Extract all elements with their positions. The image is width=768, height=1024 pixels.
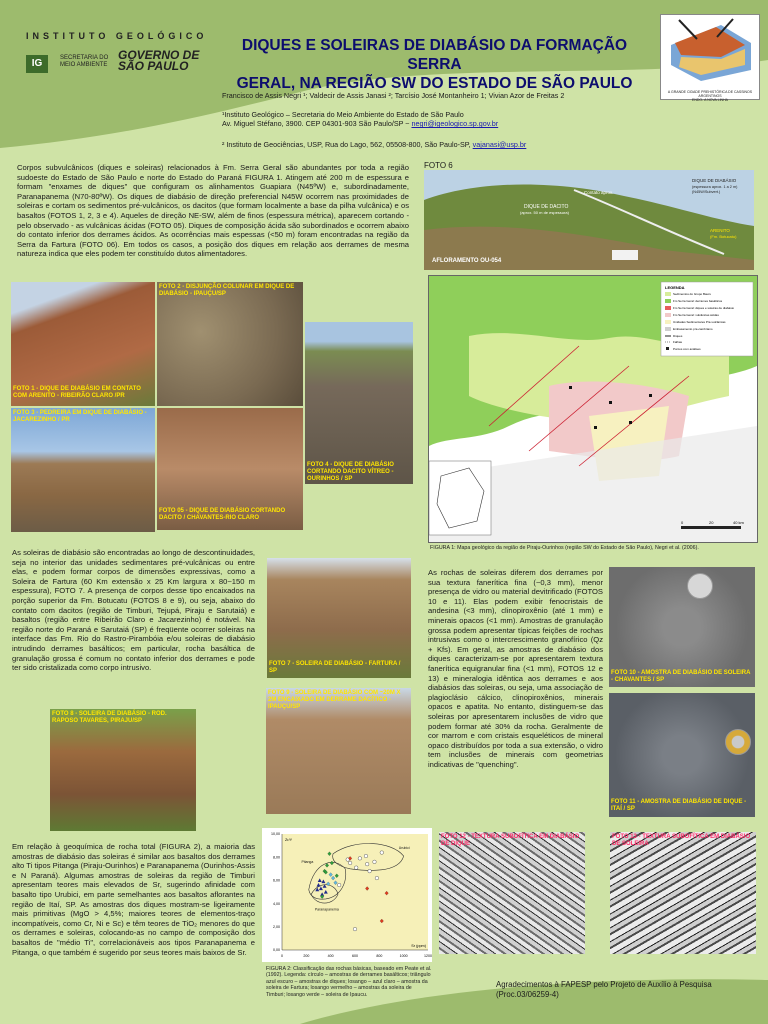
x-tick-label: 400 [327, 954, 334, 958]
svg-text:DIQUE DE DACITO: DIQUE DE DACITO [524, 204, 569, 210]
ig-logo: IG [26, 55, 48, 73]
svg-text:0: 0 [681, 520, 684, 525]
data-point-circle [354, 866, 358, 870]
svg-text:(N45W/Subvert.): (N45W/Subvert.) [692, 190, 721, 194]
authors: Francisco de Assis Negri ¹; Valdecir de Assis Janasi ²; Tarcísio José Montanheiro 1; Vivian Azor de Freitas 2 [222, 91, 565, 100]
svg-text:DIQUE DE DIABÁSIO: DIQUE DE DIABÁSIO [692, 178, 737, 183]
svg-text:Fm Serra Geral: diques e solei: Fm Serra Geral: diques e soleiras de diabásio [673, 306, 735, 310]
foto11-caption: FOTO 11 - AMOSTRA DE DIABÁSIO DE DIQUE - ITAÍ / SP [611, 799, 747, 812]
geoquimica-text: Em relação à geoquímica de rocha total (FIGURA 2), a maioria das amostras de diabásio das soleiras é similar aos basaltos dos derrames alto Ti tipos Pitanga (Piraju-Ourinhos) e Paranapanema (Ourinhos-Assis e N Paraná). Algumas amostras de soleiras da região de Timburi apresentam teores mais elevados de Sr, sugerindo afinidade com basalto tipo Urubici, em parte semelhantes aos basaltos aflorantes na região de Itaí, SP. As amostras dos diques mostram-se ligeiramente mais primitivas (MgO > 4,5%; maiores teores de elementos-traço incompatíveis, como Cr, Ni e Sc) e têm teores de TiO₂ menores do que os derrames e soleiras, colocando-as no campo de composição dos basaltos de "médio Ti", correlacionáveis aos tipos Paranapanema e Pitanga, o que também é sugerido por seus teores mais baixos de Sr. [12, 842, 255, 957]
foto13-caption: FOTO 13 - TEXTURA SUBOFÍTICA EM DIABÁSIO DE SOLEIRA [612, 834, 751, 847]
data-point-circle [348, 861, 352, 865]
foto6-title: FOTO 6 [424, 161, 453, 170]
svg-text:AFLORAMENTO OU-054: AFLORAMENTO OU-054 [432, 258, 502, 264]
svg-text:40 km: 40 km [733, 520, 744, 525]
y-axis-label: Zr/Y [285, 838, 293, 842]
svg-text:(aprox. 50 m de espessura): (aprox. 50 m de espessura) [520, 210, 569, 215]
coin-scale-2 [725, 729, 751, 755]
foto8-photo [50, 709, 196, 831]
y-tick-label: 2,00 [273, 925, 280, 929]
foto10-caption: FOTO 10 - AMOSTRA DE DIABÁSIO DE SOLEIRA - CHAVANTES / SP [611, 670, 751, 683]
foto12-photo [439, 832, 585, 954]
svg-text:20: 20 [709, 520, 714, 525]
data-point-circle [364, 854, 368, 858]
x-tick-label: 600 [352, 954, 358, 958]
foto4-caption: FOTO 4 - DIQUE DE DIABÁSIO CORTANDO DACITO VÍTREO - OURINHOS / SP [307, 462, 394, 482]
figure1-caption: FIGURA 1: Mapa geológico da região de Piraju-Ourinhos (região SW do Estado de São Paulo), Negri et al. (2006). [430, 545, 699, 551]
coin-scale [687, 573, 713, 599]
data-point-circle [353, 927, 357, 931]
foto11-photo [609, 693, 755, 817]
x-tick-label: 1000 [399, 954, 408, 958]
x-tick-label: 200 [303, 954, 310, 958]
governo-logo: GOVERNO DE SÃO PAULO [118, 48, 200, 73]
y-tick-label: 8,00 [273, 855, 280, 860]
email-link-1[interactable]: negri@igeologico.sp.gov.br [411, 119, 499, 128]
intro-text: Corpos subvulcânicos (diques e soleiras) relacionados à Fm. Serra Geral são abundantes por toda a região sudoeste do Estado de São Paulo e norte do Estado do Paraná FIGURA 1. Atingem até 200 m de espessura e formam "enxames de diques" que configuram os alinhamentos Guapiara (N45ºW) e, subordinadamente, Paranapanema (N70-80ºW). Os diques de diabásio de direção preferencial N45W ocorrem nas proximidades de soleiras e cortam os sedimentos pré-vulcânicos, os dacitos (que formam localmente a base da pilha vulcânica) e os basaltos (FOTOS 1, 2, 3 e 4). Aqueles de direção NE-SW, além de finos (espessura métrica), aparecem cortando - pelo observado - as vulcânicas ácidas (FOTO 05). Diques de composição ácida são subordinados e ocorrem abaixo do contato inferior dos derrames ácidos. As ocorrências mais espessas (<50 m) foram encontradas na região da Serra da Fartura (FOTO 06). Em todos os casos, a posição dos diques em relação aos derrames de mesma natureza indica que eles podem ter constituído dutos alimentadores. [17, 163, 409, 259]
svg-text:Diques: Diques [673, 334, 683, 338]
foto9-photo [266, 688, 411, 814]
x-tick-label: 0 [281, 954, 283, 958]
plot-area [282, 834, 428, 950]
scatter-plot [262, 828, 432, 962]
affiliation-2: ² Instituto de Geociências, USP, Rua do Lago, 562, 05508-800, São Paulo-SP, vajanasi@usp.br [222, 140, 527, 149]
email-link-2[interactable]: vajanasi@usp.br [472, 140, 527, 149]
svg-text:Sedimentos do Grupo Bauru: Sedimentos do Grupo Bauru [673, 292, 712, 296]
svg-text:Pontos com análises: Pontos com análises [673, 347, 701, 351]
svg-text:Contato aprox.: Contato aprox. [584, 190, 614, 195]
x-axis-label: Sr (ppm) [411, 944, 426, 948]
foto3-caption: FOTO 3 - PEDREIRA EM DIQUE DE DIABÁSIO - JACAREZINHO / PR [13, 410, 147, 423]
data-point-circle [380, 851, 384, 855]
svg-text:ARENITO: ARENITO [710, 228, 730, 233]
poster-title: DIQUES E SOLEIRAS DE DIABÁSIO DA FORMAÇÃO SERRA GERAL, NA REGIÃO SW DO ESTADO DE SÃO PAULO [236, 37, 633, 92]
foto12-caption: FOTO 12 - TEXTURA SUBOFÍTICA EM DIABÁSIO DE DIQUE [441, 834, 580, 847]
svg-text:Fm Serra Geral: derrames basál: Fm Serra Geral: derrames basálticos [673, 299, 723, 303]
y-tick-label: 6,00 [273, 878, 280, 883]
svg-text:Fm Serra Geral: vulcânicas áci: Fm Serra Geral: vulcânicas ácidas [673, 313, 719, 317]
figure2-chart [262, 828, 432, 962]
svg-text:LEGENDA: LEGENDA [665, 285, 685, 290]
foto5-photo [157, 408, 303, 530]
figure1-map [428, 275, 758, 543]
field-label-0: Urubici [398, 846, 410, 851]
data-point-circle [375, 876, 379, 880]
foto6-photo [424, 170, 754, 270]
foto9-caption: FOTO 9 - SOLEIRA DE DIABÁSIO COM ~20M X 2M ENCAIXADO EM DERRAME DACÍTICO - IPAUÇU/SP [268, 690, 401, 710]
y-tick-label: 10,00 [271, 832, 280, 837]
svg-text:Embasamento pré-cambriano: Embasamento pré-cambriano [673, 327, 713, 331]
svg-text:Falhas: Falhas [673, 340, 683, 344]
foto4-photo [305, 322, 413, 484]
y-tick-label: 0,00 [273, 948, 280, 953]
foto3-photo [11, 408, 155, 532]
x-tick-label: 1200 [424, 954, 432, 958]
foto2-caption: FOTO 2 - DISJUNÇÃO COLUNAR EM DIQUE DE DIABÁSIO - IPAUÇU/SP [159, 284, 295, 297]
foto7-caption: FOTO 7 - SOLEIRA DE DIABÁSIO - FARTURA / SP [269, 661, 401, 674]
acknowledgement: Agradecimentos à FAPESP pelo Projeto de Auxílio à Pesquisa (Proc.03/06259-4) [496, 980, 712, 999]
foto13-photo [610, 832, 756, 954]
data-point-circle [368, 869, 372, 873]
foto5-caption: FOTO 05 - DIQUE DE DIABÁSIO CORTANDO DACITO / CHAVANTES-RIO CLARO [159, 508, 286, 521]
x-tick-label: 800 [376, 954, 383, 958]
institute-name: INSTITUTO GEOLÓGICO [26, 31, 208, 41]
rochas-text: As rochas de soleiras diferem dos derrames por sua textura fanerítica fina (~0,3 mm), menor presença de vidro ou material devitrificado (FOTOS 10 e 11). Elas podem exibir fenocristais de andesina (<3 mm), clinopiroxênio (até 1 mm) e minerais opacos (<1 mm). Amostras de granulação grossa podem apresentar típicas feições de rochas intrusivas como o intercrescimento granofírico (Qz + Kfs). Em geral, as amostras de diabásio dos diques caracterizam-se por apresentarem textura fanerítica equigranular fina (<1 mm), FOTOS 12 e 13) e mineralogia idêntica aos derrames e aos diabásios das soleiras, ou seja, uma associação de plagioclásio cálcico, clinopiroxênios, minerais opacos e apatita. No entanto, distinguem-se das soleiras por apresentarem inclusões de vidro que podem formar até 30% da rocha. Geralmente de cor marrom e com cristais esqueléticos de mineral opaco distribuídos por toda a sua extensão, o vidro tem inclusões de minerais com geometrias indicativas de "quenching". [428, 568, 603, 769]
figure2-caption: FIGURA 2: Classificação das rochas básicas, baseado em Peate et al. (1992). Legenda: círculo – amostras de derrames basálticos; triângulo azul escuro – amostras de diques; losango – azul claro – amostra da soleira de Fartura; losango vermelho – amostras da soleira de Timburi; losango verde – soleira de Ipaucu. [266, 966, 432, 998]
foto1-caption: FOTO 1 - DIQUE DE DIABÁSIO EM CONTATO COM ARENITO - RIBEIRÃO CLARO /PR [13, 386, 141, 399]
svg-text:(Fm. Botucatu): (Fm. Botucatu) [710, 234, 737, 239]
y-tick-label: 4,00 [273, 901, 280, 906]
foto10-photo [609, 567, 755, 687]
affiliation-1: ¹Instituto Geológico – Secretaria do Meio Ambiente do Estado de São Paulo Av. Miguel Stéfano, 3900. CEP 04301-903 São Paulo/SP ~ negri@igeologico.sp.gov.br [222, 110, 499, 128]
data-point-circle [358, 857, 362, 861]
data-point-circle [337, 883, 341, 887]
secretaria-logo: SECRETARIA DO MEIO AMBIENTE [60, 55, 109, 68]
data-point-circle [365, 862, 369, 866]
svg-text:(espessura aprox. 1 a 2 m): (espessura aprox. 1 a 2 m) [692, 185, 738, 189]
field-label-2: Paranapanema [314, 907, 339, 912]
foto8-caption: FOTO 8 - SOLEIRA DE DIABÁSIO - ROD. RAPOSO TAVARES, PIRAJU/SP [52, 711, 167, 724]
foto2-photo [157, 282, 303, 406]
foto7-photo [267, 558, 411, 678]
svg-text:Unidades Sedimentares Pré-vulc: Unidades Sedimentares Pré-vulcânicas [673, 320, 726, 324]
foto1-photo [11, 282, 155, 406]
field-label-1: Pitanga [301, 860, 314, 864]
soleiras-text: As soleiras de diabásio são encontradas ao longo de descontinuidades, seja no interior das unidades sedimentares pré-vulcânicas ou entre elas, e podem formar corpos de dimensões expressivas, como a Soleira de Fartura (60 Km extensão x 25 Km largura x 80~150 m espessura), FOTO 7. A presença de corpos desse tipo encaixados na porção superior da Fm. Botucatu (FOTOS 8 e 9), ou seja, abaixo do contato com dacitos (região de Timburi, Tejupá, Piraju e Sarutaiá) e basaltos (região entre Ribeirão Claro e Jacarezinho) é notável. Na região norte do Paraná e Sarutaiá (SP) é freqüente ocorrer soleiras na interface das Fm. Rio do Rastro-Pirambóia e/ou soleiras de diabásio intrudindo derrames basálticos; em particular, rocha basáltica de granulação grossa é comum no contato inferior dos derrames e pode ter sido cristalizada como corpo intrusivo. [12, 548, 255, 673]
data-point-circle [373, 860, 377, 864]
corner-illustration: A GRANDE CIDADE PREHISTÓRICA DE CASSINOS ARGENTINOS ENDO- A NOVA LINHA [660, 14, 760, 100]
